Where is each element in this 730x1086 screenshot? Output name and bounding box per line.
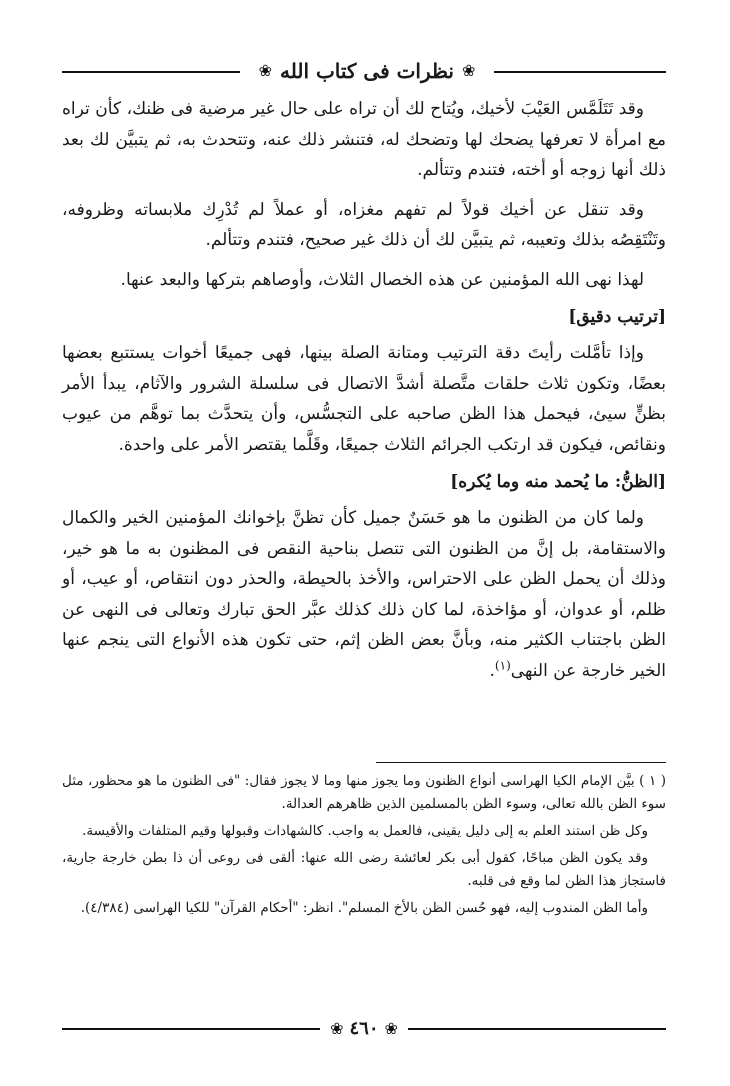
header-rule-left xyxy=(62,71,240,73)
header-title-group xyxy=(240,56,494,86)
footer-number-group xyxy=(320,1016,408,1042)
section-heading: [ترتيب دقيق] xyxy=(568,307,666,327)
footnote-item: وأما الظن المندوب إليه، فهو حُسن الظن بالأخ المسلم". انظر: "أحكام القرآن" للكيا الهراسى (٤/٣٨٤). xyxy=(80,900,648,916)
footer-rule-right xyxy=(408,1028,666,1030)
paragraph-end: . xyxy=(489,660,495,681)
body-paragraph-with-footnote xyxy=(62,503,666,686)
main-text xyxy=(62,94,666,695)
page-footer xyxy=(62,1016,666,1042)
body-paragraph: وإذا تأمَّلت رأيتَ دقة الترتيب ومتانة الصلة بينها، فهى جميعًا أخوات يستتبع بعضها بعضًا، وتكون ثلاث حلقات متَّصلة أشدَّ الاتصال فى سلسلة الشرور والآثام، يبدأ الأمر بظنٍّ سيئ، فيحمل هذا الظن صاحبه على التجسُّس، وأن يتحدَّث بما توهَّم من عيوب ونقائص، فيكون قد ارتكب الجرائم الثلاث جميعًا، وقَلَّما يقتصر الأمر على واحدة. xyxy=(62,343,666,455)
body-paragraph: وقد تنقل عن أخيك قولاً لم تفهم مغزاه، أو عملاً لم تُدْرِك ملابساته وظروفه، وتَنْتَقِصُه بذلك وتعيبه، ثم يتبيَّن لك أن ذلك غير صحيح، فتندم وتتألم. xyxy=(62,199,666,250)
footnotes xyxy=(62,770,666,924)
floral-ornament-icon: ❀ xyxy=(330,1019,344,1038)
footnote-item: ( ١ ) بيَّن الإمام الكيا الهراسى أنواع الظنون وما يجوز منها وما لا يجوز فقال: "فى الظنون ما هو محظور، مثل سوء الظن بالله تعالى، وسوء الظن بالمسلمين الذين ظاهرهم العدالة. xyxy=(62,773,666,812)
section-heading: [الظنُّ: ما يُحمد منه وما يُكره] xyxy=(450,472,666,492)
running-title: نظرات فى كتاب الله xyxy=(280,59,454,83)
body-paragraph: وقد تَتَلَمَّس العَيْبَ لأخيك، ويُتاح لك أن تراه على حال غير مرضية فى ظنك، كأن تراه مع امرأة لا تعرفها يضحك لها وتضحك له، فتنشر ذلك عنه، وتتحدث به، ثم يتبيَّن لك بعد ذلك أنها زوجه أو أخته، فتندم وتتألم. xyxy=(62,99,666,180)
footnote-separator xyxy=(376,762,666,763)
floral-ornament-icon: ❀ xyxy=(384,1019,398,1038)
paragraph-text: ولما كان من الظنون ما هو حَسَنٌ جميل كأن تظنَّ بإخوانك المؤمنين الخير والكمال والاستقامة، بل إنَّ من الظنون التى تتصل بناحية النقص فى المظنون به ما هو خير، وذلك أن يحمل الظن على الاحتراس، والأخذ بالحيطة، والحذر دون انتقاص، أو عيب، أو ظلم، أو عدوان، أو مؤاخذة، لما كان ذلك كذلك عبَّر الحق تبارك وتعالى فى النهى عن الظن باجتناب الكثير منه، وبأنَّ بعض الظن إثم، حتى تكون هذه الأنواع التى ينجم عنها الخير خارجة عن النهى xyxy=(62,508,666,681)
running-header xyxy=(62,56,666,86)
footnote-item: وكل ظن استند العلم به إلى دليل يقينى، فالعمل به واجب. كالشهادات وقبولها وقيم المتلفات والأقيسة. xyxy=(82,823,648,839)
footnote-item: وقد يكون الظن مباحًا، كقول أبى بكر لعائشة رضى الله عنها: ألقى فى روعى أن ذا بطن خارجة جارية، فاستجاز هذا الظن لما وقع فى قلبه. xyxy=(62,850,666,889)
page-number: ٤٦٠ xyxy=(349,1018,379,1039)
header-rule-right xyxy=(494,71,666,73)
body-paragraph: لهذا نهى الله المؤمنين عن هذه الخصال الثلاث، وأوصاهم بتركها والبعد عنها. xyxy=(120,269,644,290)
floral-ornament-icon: ❀ xyxy=(258,61,273,80)
floral-ornament-icon: ❀ xyxy=(462,61,476,80)
footnote-reference[interactable]: (١) xyxy=(494,657,511,672)
footer-rule-left xyxy=(62,1028,320,1030)
